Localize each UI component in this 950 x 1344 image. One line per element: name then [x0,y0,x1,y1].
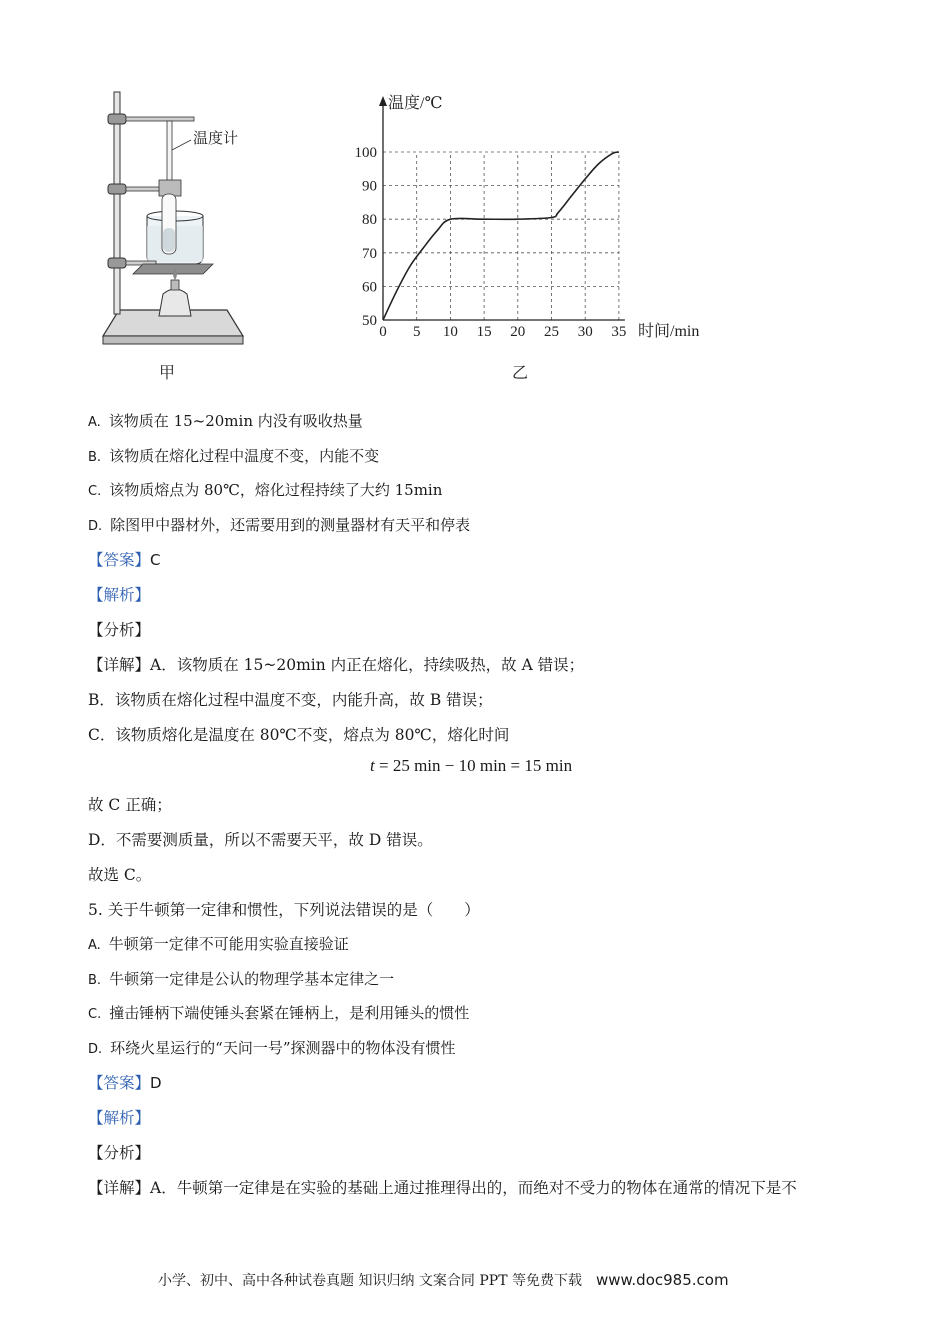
footer [158,1270,729,1290]
x-tick-label: 25 [544,324,559,340]
q4-detail-b: B．该物质在熔化过程中温度不变，内能升高，故 B 错误； [88,691,493,709]
q5-answer: 【答案】D [88,1074,162,1092]
q4-fenxi: 【分析】 [88,621,151,639]
y-tick-label: 90 [362,178,377,195]
q4-detail-c: C．该物质熔化是温度在 80℃不变，熔点为 80℃，熔化时间 [88,726,510,744]
q4-option-d: D. 除图甲中器材外，还需要用到的测量器材有天平和停表 [88,516,471,534]
y-tick-label: 70 [362,245,377,262]
y-tick-label: 80 [362,212,377,229]
q4-analysis-tag: 【解析】 [88,586,151,604]
footer-text: 小学、初中、高中各种试卷真题 知识归纳 文案合同 PPT 等免费下载 [158,1273,582,1289]
x-tick-label: 35 [611,324,627,340]
chart-y-label: 温度/℃ [388,95,443,112]
q4-detail-c2: 故 C 正确； [88,796,172,814]
q5-option-a: A. 牛顿第一定律不可能用实验直接验证 [88,935,349,953]
q4-option-a: A. 该物质在 15~20min 内没有吸收热量 [88,412,363,430]
q4-formula: t = 25 min − 10 min = 15 min [370,756,573,775]
temperature-time-chart [340,88,740,388]
q4-option-b: B. 该物质在熔化过程中温度不变，内能不变 [88,447,380,465]
chart-x-label: 时间/min [638,323,700,340]
q5-option-c: C. 撞击锤柄下端使锤头套紧在锤柄上，是利用锤头的惯性 [88,1004,470,1022]
figure-jia-caption: 甲 [159,365,176,382]
q4-option-c: C. 该物质熔点为 80℃，熔化过程持续了大约 15min [88,481,443,499]
x-tick-label: 0 [379,324,387,340]
q4-conclusion: 故选 C。 [88,866,152,884]
temperature-curve [383,152,619,320]
q5-detail-a: 【详解】A．牛顿第一定律是在实验的基础上通过推理得出的，而绝对不受力的物体在通常的情况下是不 [88,1179,797,1197]
x-tick-label: 30 [577,324,593,340]
x-tick-label: 15 [476,324,492,340]
x-tick-label: 20 [510,324,526,340]
apparatus-figure [95,88,255,388]
y-axis-arrow [379,96,387,106]
q5-option-b: B. 牛顿第一定律是公认的物理学基本定律之一 [88,970,395,988]
footer-link[interactable]: www.doc985.com [595,1271,729,1289]
x-tick-label: 10 [442,324,458,340]
q5-fenxi: 【分析】 [88,1144,151,1162]
q4-answer: 【答案】C [88,551,161,569]
y-tick-label: 60 [362,279,377,296]
y-tick-label: 50 [362,313,377,329]
q5-analysis-tag: 【解析】 [88,1109,151,1127]
x-tick-label: 5 [412,324,421,340]
y-tick-label: 100 [354,145,377,161]
q4-detail-a: 【详解】A．该物质在 15~20min 内正在熔化，持续吸热，故 A 错误； [88,656,585,674]
q5-option-d: D. 环绕火星运行的“天问一号”探测器中的物体没有惯性 [88,1039,456,1057]
q4-detail-d: D．不需要测质量，所以不需要天平，故 D 错误。 [88,831,433,849]
thermometer-label: 温度计 [193,131,239,147]
q5-stem: 5. 关于牛顿第一定律和惯性，下列说法错误的是（ ） [88,901,480,919]
chart-caption: 乙 [512,365,529,382]
